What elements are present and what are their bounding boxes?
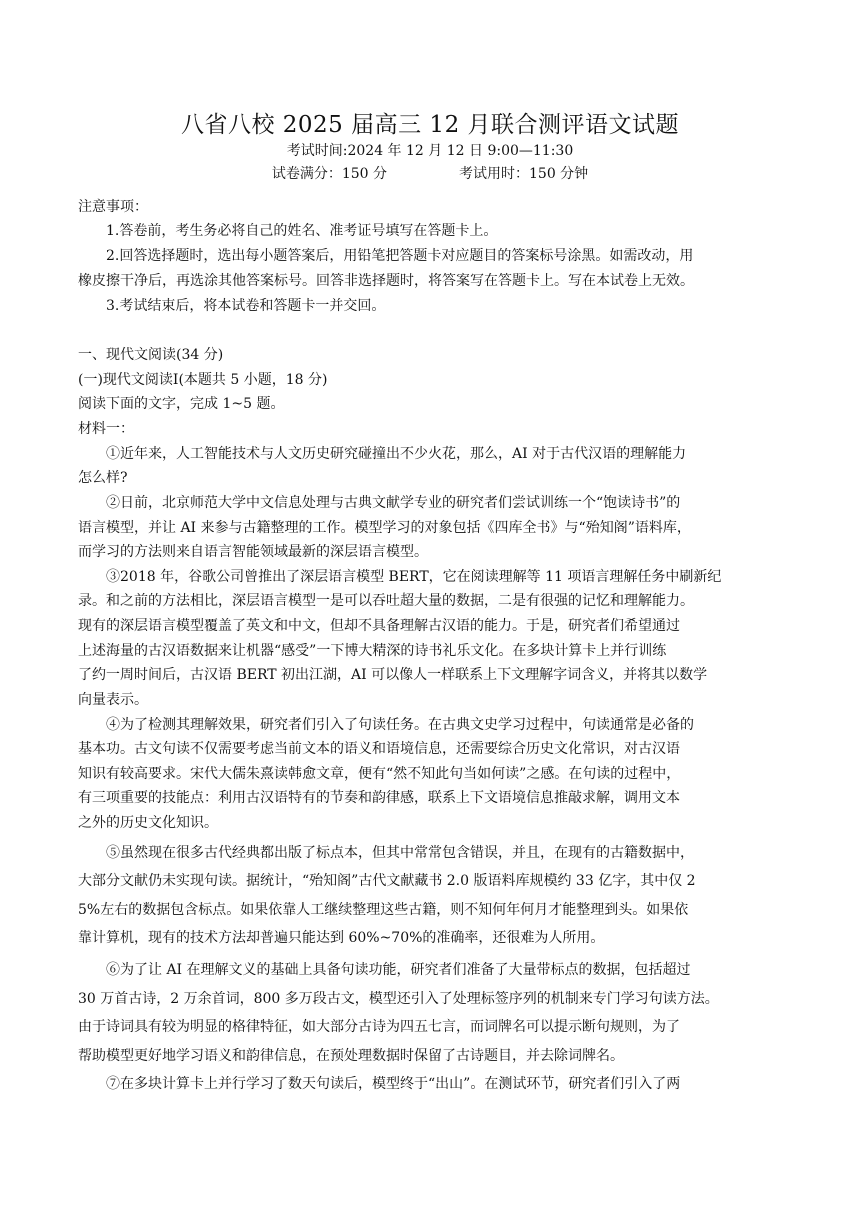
notice-item-2: 2.回答选择题时，选出每小题答案后，用铅笔把答题卡对应题目的答案标号涂黑。如需改动，用 <box>106 248 694 264</box>
exam-time: 考试时间:2024 年 12 月 12 日 9:00—11:30 <box>286 143 574 159</box>
paragraph-line: 上述海量的古汉语数据来让机器“感受”一下博大精深的诗书礼乐文化。在多块计算卡上并行训练 <box>78 643 667 659</box>
paragraph-line: ③2018 年，谷歌公司曾推出了深层语言模型 BERT，它在阅读理解等 11 项语言理解任务中刷新纪 <box>106 569 722 585</box>
paragraph-line: 向量表示。 <box>78 692 148 708</box>
paragraph-line: 知识有较高要求。宋代大儒朱熹读韩愈文章，便有“然不知此句当如何读”之感。在句读的过程中， <box>78 766 681 782</box>
paragraph-line: 基本功。古文句读不仅需要考虑当前文本的语义和语境信息，还需要综合历史文化常识，对古汉语 <box>78 741 680 757</box>
paragraph-line: 而学习的方法则来自语言智能领域最新的深层语言模型。 <box>78 544 428 560</box>
paragraph-line: 帮助模型更好地学习语义和韵律信息，在预处理数据时保留了古诗题目，并去除词牌名。 <box>78 1048 624 1064</box>
paragraph-line: ④为了检测其理解效果，研究者们引入了句读任务。在古典文史学习过程中，句读通常是必备的 <box>106 717 694 733</box>
paragraph-line: 现有的深层语言模型覆盖了英文和中文，但却不具备理解古汉语的能力。于是，研究者们希望通过 <box>78 618 680 634</box>
paragraph-line: ⑦在多块计算卡上并行学习了数天句读后，模型终于“出山”。在测试环节，研究者们引入了两 <box>106 1076 681 1092</box>
paragraph-line: 录。和之前的方法相比，深层语言模型一是可以吞吐超大量的数据，二是有很强的记忆和理解能力。 <box>78 593 694 609</box>
paragraph-line: ⑤虽然现在很多古代经典都出版了标点本，但其中常常包含错误，并且，在现有的古籍数据中， <box>106 845 694 861</box>
full-score: 试卷满分：150 分 <box>271 166 387 182</box>
paragraph-line: 5%左右的数据包含标点。如果依靠人工继续整理这些古籍，则不知何年何月才能整理到头。如果依 <box>78 902 689 918</box>
paragraph-line: 靠计算机，现有的技术方法却普遍只能达到 60%~70%的准确率，还很难为人所用。 <box>78 930 605 946</box>
notice-item-3: 3.考试结束后，将本试卷和答题卡一并交回。 <box>106 298 386 314</box>
paragraph-line: 语言模型，并让 AI 来参与古籍整理的工作。模型学习的对象包括《四库全书》与“殆知阁”语料库， <box>78 520 691 536</box>
reading-instruction: 阅读下面的文字，完成 1~5 题。 <box>78 396 285 412</box>
exam-title: 八省八校 2025 届高三 12 月联合测评语文试题 <box>180 112 680 138</box>
paragraph-line: ⑥为了让 AI 在理解文义的基础上具备句读功能，研究者们准备了大量带标点的数据，包括超过 <box>106 962 691 978</box>
paragraph-line: 大部分文献仍未实现句读。据统计，“殆知阁”古代文献藏书 2.0 版语料库规模约 33 亿字，其中仅 2 <box>78 873 696 889</box>
paragraph-line: 怎么样? <box>78 470 128 486</box>
paragraph-line: 之外的历史文化知识。 <box>78 815 218 831</box>
exam-meta <box>0 163 860 183</box>
paragraph-line: ①近年来，人工智能技术与人文历史研究碰撞出不少火花，那么，AI 对于古代汉语的理解能力 <box>106 446 687 462</box>
paragraph-line: 30 万首古诗，2 万余首词，800 多万段古文，模型还引入了处理标签序列的机制来专门学习句读方法。 <box>78 991 719 1007</box>
notice-heading: 注意事项： <box>78 199 148 215</box>
paragraph-line: ②日前，北京师范大学中文信息处理与古典文献学专业的研究者们尝试训练一个“饱读诗书”的 <box>106 495 681 511</box>
paragraph-line: 有三项重要的技能点：利用古汉语特有的节奏和韵律感，联系上下文语境信息推敲求解，调用文本 <box>78 790 680 806</box>
notice-item-2-cont: 橡皮擦干净后，再选涂其他答案标号。回答非选择题时，将答案写在答题卡上。写在本试卷上无效。 <box>78 273 694 289</box>
exam-duration: 考试用时：150 分钟 <box>459 166 589 182</box>
paragraph-line: 了约一周时间后，古汉语 BERT 初出江湖，AI 可以像人一样联系上下文理解字词含义，并将其以数学 <box>78 667 708 683</box>
section-heading: 一、现代文阅读(34 分) <box>78 347 224 363</box>
notice-item-1: 1.答卷前，考生务必将自己的姓名、准考证号填写在答题卡上。 <box>106 223 498 239</box>
subsection-heading: (一)现代文阅读Ⅰ(本题共 5 小题，18 分) <box>78 372 328 388</box>
material-label: 材料一： <box>78 421 134 437</box>
paragraph-line: 由于诗词具有较为明显的格律特征，如大部分古诗为四五七言，而词牌名可以提示断句规则，为了 <box>78 1019 680 1035</box>
